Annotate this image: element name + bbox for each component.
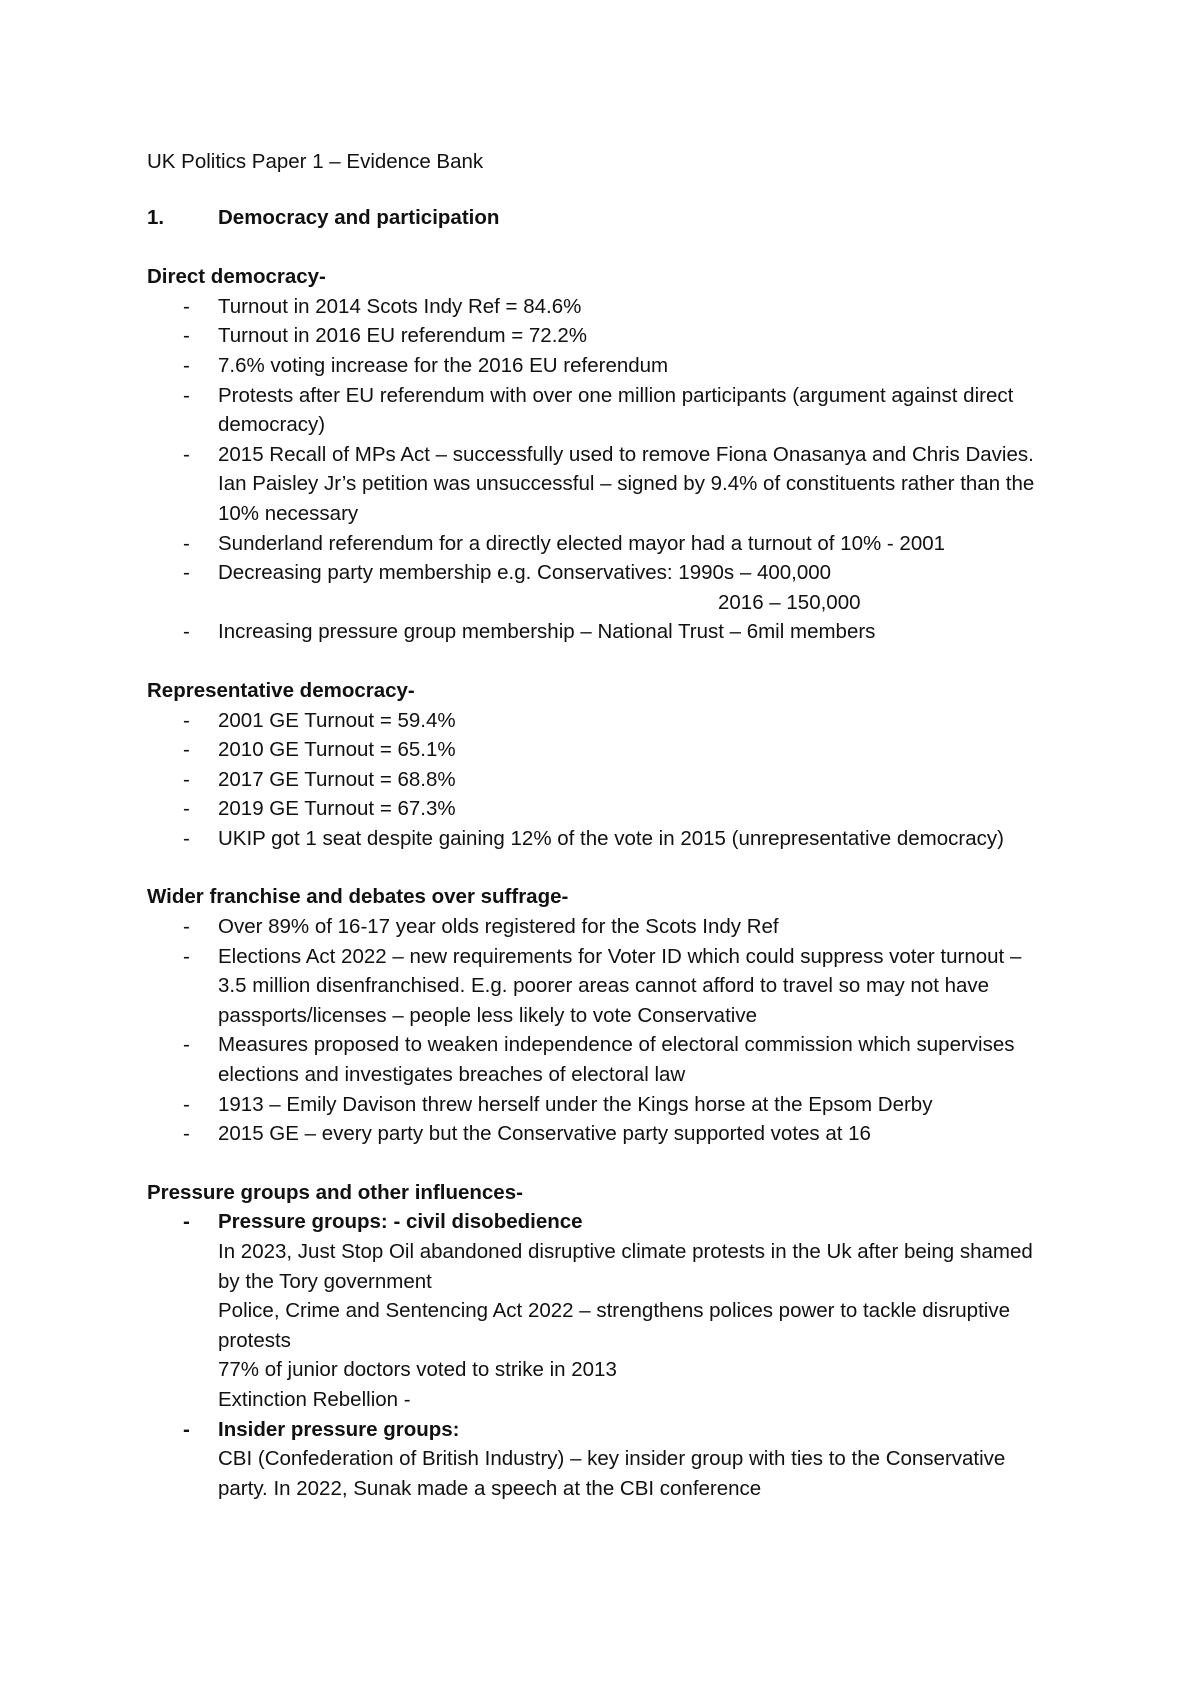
list-item — [147, 617, 1047, 647]
list-item — [147, 912, 1047, 942]
list-item — [147, 351, 1047, 381]
list-item — [147, 381, 1047, 440]
bullet-dash: - — [183, 442, 190, 466]
list-item-text: 2010 GE Turnout = 65.1% — [218, 738, 456, 762]
bullet-dash: - — [183, 826, 190, 850]
paragraph-line: Extinction Rebellion - — [218, 1387, 411, 1411]
list-item — [147, 765, 1047, 795]
bullet-dash: - — [183, 915, 190, 939]
bullet-dash: - — [183, 324, 190, 348]
list-item — [147, 706, 1047, 736]
list-item-text: 2001 GE Turnout = 59.4% — [218, 708, 456, 732]
list-item-text: 7.6% voting increase for the 2016 EU referendum — [218, 353, 669, 377]
list-item-text: 2015 GE – every party but the Conservative party supported votes at 16 — [218, 1122, 871, 1146]
paragraph-line: CBI (Confederation of British Industry) – key insider group with ties to the Conservative party. In 2022, Sunak made a speech at the CBI conference — [218, 1447, 1006, 1500]
list-item-text: Sunderland referendum for a directly elected mayor had a turnout of 10% - 2001 — [218, 531, 946, 555]
bullet-dash: - — [183, 944, 190, 968]
list-item — [147, 735, 1047, 765]
subheading: Direct democracy- — [147, 265, 326, 289]
list-item-text: Insider pressure groups: — [218, 1417, 460, 1441]
list-item — [147, 1119, 1047, 1149]
bullet-dash: - — [183, 738, 190, 762]
list-item-text: Increasing pressure group membership – National Trust – 6mil members — [218, 620, 876, 644]
bullet-dash: - — [183, 767, 190, 791]
list-item — [147, 558, 1047, 588]
list-item — [147, 1090, 1047, 1120]
bullet-dash: - — [183, 294, 190, 318]
list-item-text: Elections Act 2022 – new requirements for Voter ID which could suppress voter turnout – 3.5 million disenfranchised. E.g. poorer areas cannot afford to travel so may not have passports/licenses – people less likely to vote Conservative — [218, 944, 1022, 1027]
list-item-text: Measures proposed to weaken independence of electoral commission which supervises elections and investigates breaches of electoral law — [218, 1033, 1015, 1087]
document-title: UK Politics Paper 1 – Evidence Bank — [147, 150, 484, 173]
list-item-text: Turnout in 2016 EU referendum = 72.2% — [218, 324, 588, 348]
list-item-text: Over 89% of 16-17 year olds registered for the Scots Indy Ref — [218, 915, 779, 939]
list-item-text: 2017 GE Turnout = 68.8% — [218, 767, 456, 791]
section-number: 1. — [147, 205, 165, 229]
list-item — [147, 824, 1047, 854]
bullet-dash: - — [183, 353, 190, 377]
bullet-dash: - — [183, 1092, 190, 1116]
list-item-text: Pressure groups: - civil disobedience — [218, 1210, 583, 1234]
list-item-text: 1913 – Emily Davison threw herself under the Kings horse at the Epsom Derby — [218, 1092, 933, 1116]
list-item-text: Protests after EU referendum with over one million participants (argument against direct democracy) — [218, 383, 1014, 437]
document-body — [147, 147, 1047, 1532]
group-representative-democracy — [147, 676, 1047, 854]
group-wider-franchise — [147, 882, 1047, 1148]
list-item — [147, 529, 1047, 559]
section-heading — [147, 203, 1047, 233]
list-item-continuation: 2016 – 150,000 — [718, 590, 861, 614]
list-item-text: 2015 Recall of MPs Act – successfully used to remove Fiona Onasanya and Chris Davies. Ian Paisley Jr’s petition was unsuccessful – signed by 9.4% of constituents rather than the 10% necessary — [218, 442, 1035, 525]
paragraph-line: Police, Crime and Sentencing Act 2022 – strengthens polices power to tackle disruptive protests — [218, 1299, 1010, 1352]
list-item — [147, 1030, 1047, 1089]
list-item — [147, 292, 1047, 322]
bullet-dash: - — [183, 797, 190, 821]
list-item — [147, 1415, 1047, 1445]
bullet-dash: - — [183, 1122, 190, 1146]
section-title: Democracy and participation — [218, 205, 500, 229]
list-item — [147, 440, 1047, 529]
list-item-text: Decreasing party membership e.g. Conservatives: 1990s – 400,000 — [218, 561, 832, 585]
bullet-dash: - — [183, 383, 190, 407]
subheading: Representative democracy- — [147, 678, 415, 702]
list-item — [147, 321, 1047, 351]
group-pressure-groups — [147, 1178, 1047, 1504]
bullet-dash: - — [183, 1033, 190, 1057]
paragraph-line: In 2023, Just Stop Oil abandoned disruptive climate protests in the Uk after being shamed by the Tory government — [218, 1240, 1033, 1293]
list-item-text: 2019 GE Turnout = 67.3% — [218, 797, 456, 821]
bullet-dash: - — [183, 620, 190, 644]
list-item-text: UKIP got 1 seat despite gaining 12% of the vote in 2015 (unrepresentative democracy) — [218, 826, 1004, 850]
list-item-text: Turnout in 2014 Scots Indy Ref = 84.6% — [218, 294, 582, 318]
bullet-dash: - — [183, 561, 190, 585]
bullet-dash: - — [183, 1210, 190, 1234]
list-item — [147, 794, 1047, 824]
subheading: Wider franchise and debates over suffrage- — [147, 885, 569, 909]
subheading: Pressure groups and other influences- — [147, 1180, 523, 1204]
bullet-dash: - — [183, 531, 190, 555]
bullet-dash: - — [183, 1417, 190, 1441]
list-item — [147, 1207, 1047, 1237]
list-item — [147, 942, 1047, 1031]
paragraph-line: 77% of junior doctors voted to strike in 2013 — [218, 1358, 617, 1382]
bullet-dash: - — [183, 708, 190, 732]
group-direct-democracy — [147, 262, 1047, 647]
